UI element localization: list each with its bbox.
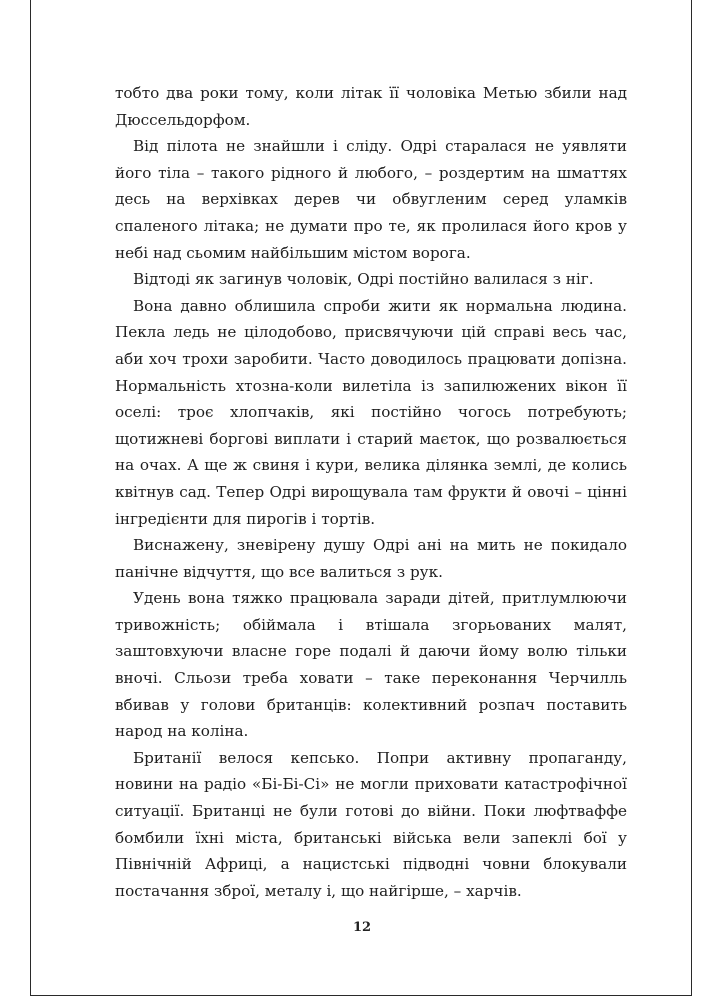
paragraph: Удень вона тяжко працювала заради дітей, притлумлюючи тривожність; обіймала і втішала згорьованих малят, заштовхуючи власне горе подалі й даючи йому волю тільки вночі. Сльози треба ховати – таке переконання Черчилль вбивав у голови британців: колективний розпач поставить народ на коліна. bbox=[115, 589, 627, 741]
page-number: 12 bbox=[352, 920, 372, 935]
paragraph: Відтоді як загинув чоловік, Одрі постійно валилася з ніг. bbox=[133, 270, 594, 289]
paragraph: Від пілота не знайшли і сліду. Одрі старалася не уявляти його тіла – такого рідного й любого, – роздертим на шматтях десь на верхівках дерев чи обвугленим серед уламків спаленого літака; не думати про те, як пролилася його кров у небі над сьомим найбільшим містом ворога. bbox=[115, 137, 627, 262]
paragraph: Вона давно облишила спроби жити як нормальна людина. Пекла ледь не цілодобово, присвячуючи цій справі весь час, аби хоч трохи заробити. Часто доводилось працювати допізна. Нормальність хтозна-коли вилетіла із запилюжених вікон її оселі: троє хлопчаків, які постійно чогось потребують; щотижневі боргові виплати і старий маєток, що розвалюється на очах. А ще ж свиня і кури, велика ділянка землі, де колись квітнув сад. Тепер Одрі вирощувала там фрукти й овочі – цінні інгредієнти для пирогів і тортів. bbox=[115, 296, 627, 528]
book-page bbox=[30, 0, 692, 996]
body-text bbox=[115, 80, 627, 904]
paragraph: тобто два роки тому, коли літак її чоловіка Метью збили над Дюссельдорфом. bbox=[115, 84, 627, 129]
paragraph: Виснажену, зневірену душу Одрі ані на мить не покидало панічне відчуття, що все валиться з рук. bbox=[115, 536, 627, 581]
paragraph: Британії велося кепсько. Попри активну пропаганду, новини на радіо «Бі-Бі-Сі» не могли приховати катастрофічної ситуації. Британці не були готові до війни. Поки люфтваффе бомбили їхні міста, британські війська вели запеклі бої у Північній Африці, а нацистські підводні човни блокували постачання зброї, металу і, що найгірше, – харчів. bbox=[115, 748, 627, 900]
